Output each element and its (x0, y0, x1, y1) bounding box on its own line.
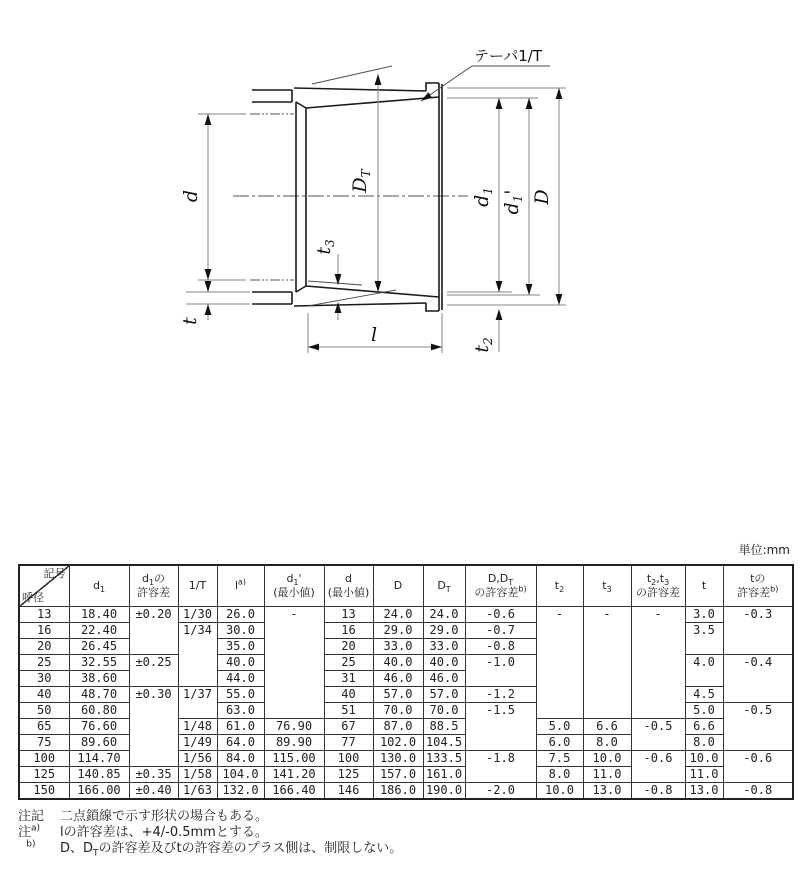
table-cell: 20 (19, 639, 69, 655)
column-header: $t_2$ (536, 565, 583, 607)
table-cell: 100 (324, 751, 373, 767)
table-cell: 6.6 (583, 719, 631, 735)
table-cell: 51 (324, 703, 373, 719)
table-cell: -1.8 (465, 751, 536, 783)
table-cell: 89.90 (264, 735, 324, 751)
table-cell: 5.0 (685, 703, 723, 719)
table-cell: 44.0 (217, 671, 264, 687)
notes (18, 809, 402, 857)
table-cell: 104.5 (423, 735, 465, 751)
table-cell: 40.0 (423, 655, 465, 671)
dimension-label-t2: $t_2$ (471, 337, 495, 353)
table-cell: -0.6 (465, 607, 536, 623)
table-cell: 13 (19, 607, 69, 623)
table-cell: -0.4 (723, 655, 793, 703)
table-cell: - (264, 607, 324, 719)
table-cell: -0.8 (723, 783, 793, 800)
table-cell: 24.0 (373, 607, 423, 623)
table-cell: 88.5 (423, 719, 465, 735)
table-cell: 57.0 (423, 687, 465, 703)
table-cell: 31 (324, 671, 373, 687)
table-cell: 100 (19, 751, 69, 767)
table-cell: 3.0 (685, 607, 723, 623)
table-cell: 146 (324, 783, 373, 800)
table-cell: 125 (324, 767, 373, 783)
table-cell: 1/30 (178, 607, 217, 623)
table-cell: 8.0 (536, 767, 583, 783)
table-cell: - (536, 607, 583, 719)
table-cell: -2.0 (465, 783, 536, 800)
table-cell: 1/56 (178, 751, 217, 767)
column-header: t (685, 565, 723, 607)
dimension-label-d1: $d_1$ (471, 187, 495, 207)
table-cell: 25 (19, 655, 69, 671)
dimension-t2 (471, 309, 502, 353)
part-outline (252, 83, 442, 311)
dimension-D (531, 88, 562, 305)
table-cell: 40.0 (373, 655, 423, 671)
column-header: tの 許容差$^{b)}$ (723, 565, 793, 607)
table-cell: 130.0 (373, 751, 423, 767)
table-cell: 25 (324, 655, 373, 671)
dimension-label-d1-prime: $d_1'$ (501, 189, 525, 215)
dimension-d (180, 114, 246, 280)
table-cell: 4.5 (685, 687, 723, 703)
note-text: D、$D_T$の許容差及びtの許容差のプラス側は、制限しない。 (60, 841, 403, 859)
table-cell: 133.5 (423, 751, 465, 767)
dimension-label-D: D (531, 189, 553, 205)
table-cell: 33.0 (373, 639, 423, 655)
table-cell: 48.70 (69, 687, 129, 703)
table-cell: ±0.35 (129, 767, 178, 783)
table-cell: -1.0 (465, 655, 536, 687)
dimension-label-t: t (179, 317, 201, 325)
table-cell: -0.3 (723, 607, 793, 655)
table-cell: 40 (19, 687, 69, 703)
table-cell: 61.0 (217, 719, 264, 735)
table-cell: 40 (324, 687, 373, 703)
corner-label-symbol: 記号 (43, 567, 66, 580)
table-cell: 64.0 (217, 735, 264, 751)
table-cell: 5.0 (536, 719, 583, 735)
table-cell: 65 (19, 719, 69, 735)
table-cell: 30 (19, 671, 69, 687)
table-cell: 125 (19, 767, 69, 783)
table-cell: 157.0 (373, 767, 423, 783)
table-cell: 84.0 (217, 751, 264, 767)
table-cell: -1.5 (465, 703, 536, 751)
table-cell: 29.0 (373, 623, 423, 639)
dimension-l (308, 313, 442, 353)
taper-leader (421, 47, 550, 101)
table-cell: 161.0 (423, 767, 465, 783)
table-cell: 10.0 (685, 751, 723, 767)
note-line (18, 809, 402, 825)
table-cell: 10.0 (583, 751, 631, 767)
table-cell: 140.85 (69, 767, 129, 783)
table-cell: 76.90 (264, 719, 324, 735)
table-cell: 46.0 (423, 671, 465, 687)
dimension-t3 (313, 239, 341, 320)
dimension-label-l: l (370, 324, 378, 346)
table-cell: 63.0 (217, 703, 264, 719)
note-text: lの許容差は、+4/-0.5mmとする。 (60, 825, 268, 840)
dimension-d1 (471, 98, 502, 292)
table-cell: 16 (324, 623, 373, 639)
table-cell: -0.6 (631, 751, 685, 783)
table-cell: 50 (19, 703, 69, 719)
table-cell: 46.0 (373, 671, 423, 687)
table-cell: 24.0 (423, 607, 465, 623)
table-cell: 77 (324, 735, 373, 751)
table-cell: 87.0 (373, 719, 423, 735)
table-cell: 6.0 (536, 735, 583, 751)
table-cell: 10.0 (536, 783, 583, 800)
table-cell: 13.0 (583, 783, 631, 800)
table-cell: 3.5 (685, 623, 723, 655)
table-cell: ±0.20 (129, 607, 178, 655)
column-header: 1/T (178, 565, 217, 607)
table-cell: 1/49 (178, 735, 217, 751)
note-label: 注$^{a)}$ (18, 823, 41, 840)
table-cell: -0.8 (465, 639, 536, 655)
dimension-label-d: d (180, 189, 202, 203)
table-cell: 1/48 (178, 719, 217, 735)
table-cell: 75 (19, 735, 69, 751)
table-cell: 13 (324, 607, 373, 623)
column-header: D (373, 565, 423, 607)
table-cell: -0.6 (723, 751, 793, 783)
dimension-DT (349, 74, 381, 292)
table-cell: 32.55 (69, 655, 129, 671)
table-cell: 70.0 (373, 703, 423, 719)
table-row (19, 607, 793, 623)
table-cell: 33.0 (423, 639, 465, 655)
header-row (19, 565, 793, 607)
table-cell: 6.6 (685, 719, 723, 735)
table-cell: 40.0 (217, 655, 264, 671)
dimension-d1-prime (501, 98, 532, 295)
table-cell: 20 (324, 639, 373, 655)
corner-header (19, 565, 69, 607)
phantom-lines (250, 114, 294, 280)
table-cell: 30.0 (217, 623, 264, 639)
column-header: $d_1'$ (最小値) (264, 565, 324, 607)
table-cell: 1/34 (178, 623, 217, 687)
table-cell: 35.0 (217, 639, 264, 655)
table-cell: 150 (19, 783, 69, 800)
column-header: $l^{a)}$ (217, 565, 264, 607)
table-cell: -0.7 (465, 623, 536, 639)
table-cell: ±0.25 (129, 655, 178, 687)
column-header: $d_1$の 許容差 (129, 565, 178, 607)
table-cell: 11.0 (583, 767, 631, 783)
table-cell: 186.0 (373, 783, 423, 800)
table-cell: 166.00 (69, 783, 129, 800)
dimension-label-t3: $t_3$ (313, 239, 337, 255)
table-cell: 29.0 (423, 623, 465, 639)
table-cell: 102.0 (373, 735, 423, 751)
dimension-t (179, 281, 250, 325)
table-cell: 76.60 (69, 719, 129, 735)
column-header: d (最小値) (324, 565, 373, 607)
table-cell: 22.40 (69, 623, 129, 639)
column-header: $d_1$ (69, 565, 129, 607)
table-cell: 8.0 (685, 735, 723, 751)
table-cell: -1.2 (465, 687, 536, 703)
table-cell: 4.0 (685, 655, 723, 687)
table-cell: 8.0 (583, 735, 631, 751)
column-header: $t_3$ (583, 565, 631, 607)
table-cell: 70.0 (423, 703, 465, 719)
table-cell: 55.0 (217, 687, 264, 703)
table-cell: 190.0 (423, 783, 465, 800)
table-cell: - (583, 607, 631, 719)
table-cell: 57.0 (373, 687, 423, 703)
table-cell: 67 (324, 719, 373, 735)
note-line (18, 825, 402, 841)
units-label: 単位:mm (738, 543, 790, 557)
note-text: 二点鎖線で示す形状の場合もある。 (60, 809, 269, 824)
table-cell: 60.80 (69, 703, 129, 719)
table-cell: 13.0 (685, 783, 723, 800)
table-cell: 1/58 (178, 767, 217, 783)
table-row (19, 783, 793, 800)
table-cell: 114.70 (69, 751, 129, 767)
taper-label: テーパ1/T (474, 47, 543, 65)
table-cell: -0.5 (723, 703, 793, 751)
table-cell: 26.45 (69, 639, 129, 655)
table-cell: 141.20 (264, 767, 324, 783)
table-cell: 26.0 (217, 607, 264, 623)
table-cell: ±0.30 (129, 687, 178, 767)
note-label: 注記 (18, 809, 45, 824)
table-cell: -0.5 (631, 719, 685, 751)
note-label: b) (26, 839, 36, 850)
note-line (18, 841, 402, 857)
table-cell: 1/37 (178, 687, 217, 719)
corner-label-nominal: 呼径 (22, 590, 44, 604)
table-cell: 89.60 (69, 735, 129, 751)
column-header: $D_T$ (423, 565, 465, 607)
table-cell: 115.00 (264, 751, 324, 767)
table-cell: ±0.40 (129, 783, 178, 800)
table-cell: 166.40 (264, 783, 324, 800)
dimension-table (18, 564, 794, 800)
table-cell: -0.8 (631, 783, 685, 800)
table-cell: 7.5 (536, 751, 583, 767)
table-cell: 11.0 (685, 767, 723, 783)
column-header: $D,D_T$ の許容差$^{b)}$ (465, 565, 536, 607)
table-cell: 132.0 (217, 783, 264, 800)
dimension-label-DT: $D_T$ (349, 169, 373, 193)
table-cell: 1/63 (178, 783, 217, 800)
table-cell: - (631, 607, 685, 719)
table-cell: 38.60 (69, 671, 129, 687)
table-cell: 16 (19, 623, 69, 639)
column-header: $t_2,t_3$ の許容差 (631, 565, 685, 607)
table-cell: 104.0 (217, 767, 264, 783)
table-cell: 18.40 (69, 607, 129, 623)
